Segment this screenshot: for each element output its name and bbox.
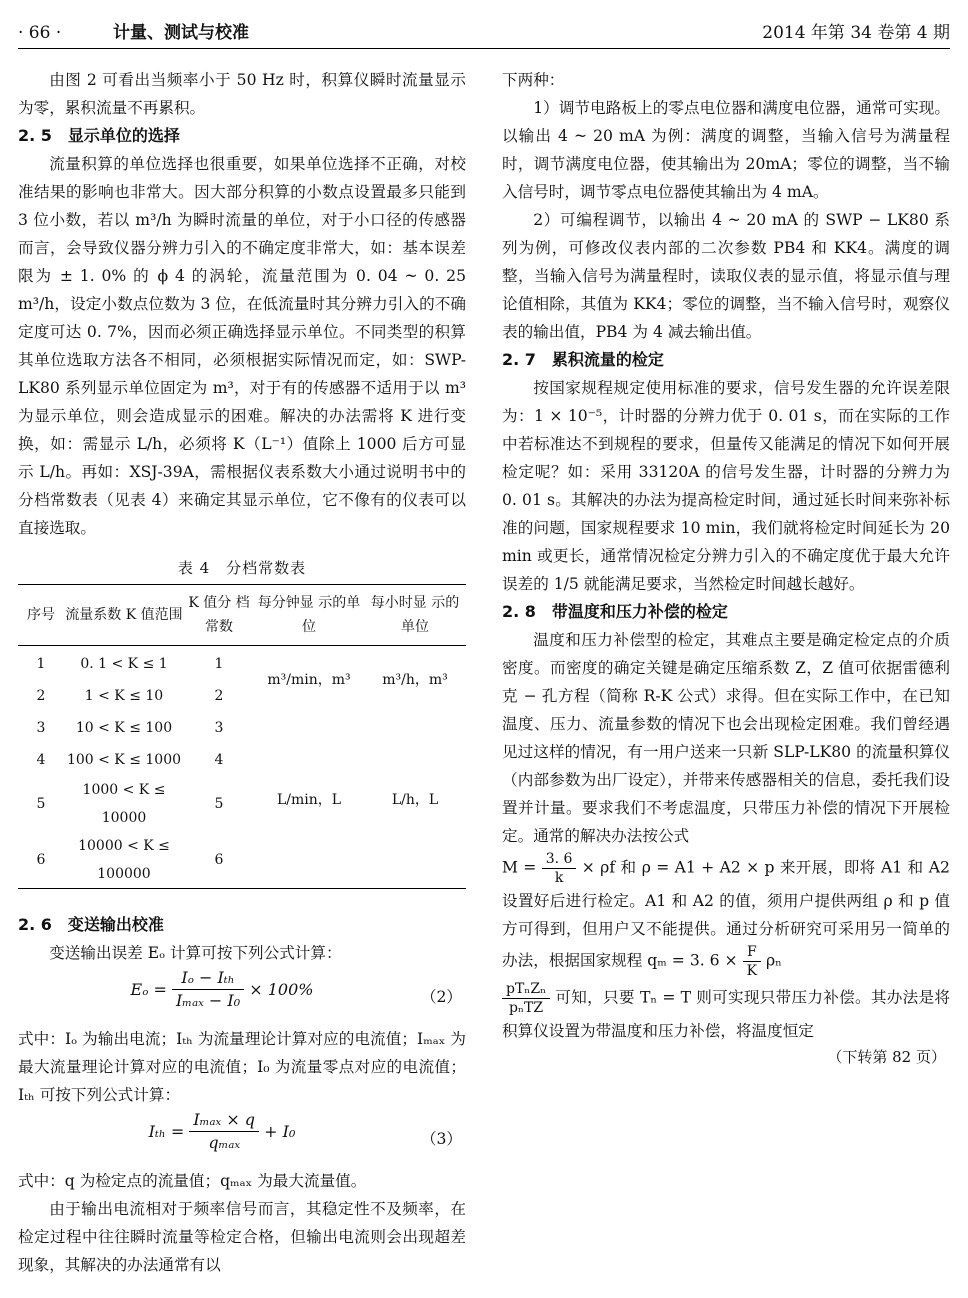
equation-3-fraction xyxy=(189,1109,259,1154)
table-4 xyxy=(18,584,466,889)
section-2-6-heading: 2. 6 变送输出校准 xyxy=(18,915,164,934)
list-item-2: 2）可编程调节，以输出 4 ~ 20 mA 的 SWP − LK80 系列为例，可修改仪表内部的二次参数 PB4 和 KK4。满度的调整，当输入信号为满量程时，读取仪表的显示值，将显示值与理论值相除，其值为 KK4；零位的调整，当不输入信号时，观察仪表的输出值，PB4 为 4 减去输出值。 xyxy=(502,211,950,341)
running-header xyxy=(18,18,950,49)
formula-ratio-numerator: pTₙZₙ xyxy=(502,980,550,999)
paragraph-continued: 下两种： xyxy=(502,71,565,89)
table-cell: 1 < K ≤ 10 xyxy=(84,688,164,704)
left-column xyxy=(18,66,466,1279)
equation-3 xyxy=(18,1109,466,1167)
table-header-cell: 每小时显 示的单位 xyxy=(370,595,460,635)
equation-2-body xyxy=(18,967,426,1012)
section-2-8-formula-paragraph-2 xyxy=(502,980,950,1045)
table-header-cell: 流量系数 K 值范围 xyxy=(65,607,183,623)
paragraph-intro: 由图 2 可看出当频率小于 50 Hz 时，积算仪瞬时流量显示为零，累积流量不再累积。 xyxy=(18,71,466,117)
table-cell: 1000 < K ≤ 10000 xyxy=(82,782,166,826)
table-cell: 3 xyxy=(214,720,224,736)
formula-qm-denominator: K xyxy=(746,963,758,979)
equation-2-denominator: Iₘₐₓ − I₀ xyxy=(175,991,241,1010)
spacer xyxy=(18,889,466,911)
formula-ratio-tail: 可知，只要 Tₙ = T 则可实现只带压力补偿。其办法是将积算仪设置为带温度和压力补偿，将温度恒定 xyxy=(502,988,950,1040)
table-cell: 10000 < K ≤ 100000 xyxy=(78,838,170,882)
equation-2-numerator: Iₒ − Iₜₕ xyxy=(172,967,244,990)
equation-3-number: （3） xyxy=(420,1130,462,1148)
table-header-row xyxy=(18,585,466,646)
equation-3-lhs: Iₜₕ = xyxy=(148,1121,185,1141)
formula-m-lhs: M = xyxy=(502,858,537,877)
table-header-cell: 序号 xyxy=(27,607,55,623)
section-2-8-heading: 2. 8 带温度和压力补偿的检定 xyxy=(502,602,728,621)
section-2-6-where-2: 式中：q 为检定点的流量值；qₘₐₓ 为最大流量值。 xyxy=(18,1172,367,1190)
formula-ratio-fraction xyxy=(502,980,550,1017)
equation-2-lhs: Eₒ = xyxy=(130,979,167,999)
formula-qm-fraction xyxy=(743,943,761,980)
section-2-6-body: 由于输出电流相对于频率信号而言，其稳定性不及频率，在检定过程中往往瞬时流量等检定合格，但输出电流则会出现超差现象，其解决的办法通常有以 xyxy=(18,1200,466,1274)
table-cell-unit-hour: L/h，L xyxy=(391,792,439,808)
formula-m-denominator: k xyxy=(554,870,564,886)
formula-qm-tail: ρₙ xyxy=(766,951,782,970)
right-column xyxy=(502,66,950,1069)
section-2-7-heading: 2. 7 累积流量的检定 xyxy=(502,350,664,369)
page-number: · 66 · xyxy=(18,23,62,43)
table-cell-unit-min: L/min，L xyxy=(276,792,342,808)
table-cell: 1 xyxy=(214,656,224,672)
section-2-8-formula-paragraph xyxy=(502,850,950,980)
issue-info: 2014 年第 34 卷第 4 期 xyxy=(762,23,950,43)
equation-2 xyxy=(18,967,466,1025)
table-cell: 4 xyxy=(36,752,46,768)
formula-ratio-denominator: pₙTZ xyxy=(509,1000,544,1016)
equation-3-denominator: qₘₐₓ xyxy=(208,1133,241,1152)
table-cell: 0. 1 < K ≤ 1 xyxy=(80,656,168,672)
table-row xyxy=(18,712,466,744)
table-cell: 6 xyxy=(214,852,224,868)
table-cell: 2 xyxy=(36,688,46,704)
table-cell: 6 xyxy=(36,852,46,868)
section-2-5-heading: 2. 5 显示单位的选择 xyxy=(18,126,180,145)
table-header-cell: 每分钟显 示的单位 xyxy=(257,595,361,635)
table-cell: 5 xyxy=(214,796,224,812)
table-cell: 5 xyxy=(36,796,46,812)
equation-2-fraction xyxy=(172,967,244,1012)
section-2-6-where-1: 式中：Iₒ 为输出电流；Iₜₕ 为流量理论计算对应的电流值；Iₘₐₓ 为最大流量理论计算对应的电流值；I₀ 为流量零点对应的电流值；Iₜₕ 可按下列公式计算： xyxy=(18,1030,466,1104)
equation-3-numerator: Iₘₐₓ × q xyxy=(189,1109,259,1132)
section-2-7-body: 按国家规程规定使用标准的要求，信号发生器的允许误差限为：1 × 10⁻⁵，计时器的分辨力优于 0. 01 s，而在实际的工作中若标准达不到规程的要求，但量传又能满足的情况下如何开展检定呢？如：采用 33120A 的信号发生器，计时器的分辨力为 0. 01 s。其解决的办法为提高检定时间，通过延长时间来弥补标准的问题，国家规程要求 10 min，我们就将检定时间延长为 20 min 或更长，通常情况检定分辨力引入的不确定度优于最大允许误差的 1/5 就能满足要求，当然检定时间越长越好。 xyxy=(502,379,950,593)
table-cell: 10 < K ≤ 100 xyxy=(75,720,173,736)
equation-2-number: （2） xyxy=(420,988,462,1006)
equation-3-tail: + I₀ xyxy=(264,1121,296,1141)
section-2-8-body: 温度和压力补偿型的检定，其难点主要是确定检定点的介质密度。而密度的确定关键是确定压缩系数 Z，Z 值可依据雷德利克 − 孔方程（简称 R-K 公式）求得。但在实际工作中，在已知温度、压力、流量参数的情况下也会出现检定困难。我们曾经遇见过这样的情况，有一用户送来一只新 SLP-LK80 的流量积算仪（内部参数为出厂设定），并带来传感器相关的信息，委托我们设置并计量。要求我们不考虑温度，只带压力补偿的情况下开展检定。通常的解决办法按公式 xyxy=(502,631,950,845)
continued-note: （下转第 82 页） xyxy=(827,1048,946,1066)
equation-3-body xyxy=(18,1109,426,1154)
list-item-1: 1）调节电路板上的零点电位器和满度电位器，通常可实现。以输出 4 ~ 20 mA 为例：满度的调整，当输入信号为满量程时，调节满度电位器，使其输出为 20mA；零位的调整，当不输入信号时，调节零点电位器使其输出为 4 mA。 xyxy=(502,99,950,201)
formula-m-tail: × ρf 和 ρ = A1 + A2 × p 来开展，即将 A1 和 A2 设置好后进行检定。A1 和 A2 的值，须用户提供两组 ρ 和 p 值方可得到，但用户又不能提供。通过分析研究可采用另一简单的办法，根据国家规程 qₘ = 3. 6 × xyxy=(502,858,950,970)
table-4-caption: 表 4 分档常数表 xyxy=(177,559,307,577)
formula-qm-numerator: F xyxy=(743,943,761,962)
table-cell-unit-hour: m³/h，m³ xyxy=(382,672,448,688)
formula-m-numerator: 3. 6 xyxy=(542,850,577,869)
table-cell: 3 xyxy=(36,720,46,736)
table-cell: 1 xyxy=(36,656,46,672)
formula-m-fraction xyxy=(542,850,577,887)
section-2-5-body: 流量积算的单位选择也很重要，如果单位选择不正确，对校准结果的影响也非常大。因大部分积算的小数点设置最多只能到 3 位小数，若以 m³/h 为瞬时流量的单位，对于小口径的传感器而言，会导致仪器分辨力引入的不确定度非常大，如：基本误差限为 ± 1. 0% 的 ϕ 4 的涡轮，流量范围为 0. 04 ~ 0. 25 m³/h，设定小数点位数为 3 位，在低流量时其分辨力引入的不确定度可达 0. 7%，因而必须正确选择显示单位。不同类型的积算其单位选取方法各不相同，必须根据实际情况而定，如：SWP-LK80 系列显示单位固定为 m³，对于有的传感器不适用于以 m³ 为显示单位，则会造成显示的困难。解决的办法需将 K 进行变换，如：需显示 L/h，必须将 K（L⁻¹）值除上 1000 后方可显示 L/h。再如：XSJ-39A，需根据仪表系数大小通过说明书中的分档常数表（见表 4）来确定其显示单位，它不像有的仪表可以直接选取。 xyxy=(18,155,466,537)
table-cell-unit-min: m³/min，m³ xyxy=(267,672,351,688)
table-row xyxy=(18,646,466,681)
equation-2-tail: × 100% xyxy=(249,979,314,999)
table-header-cell: K 值分 档常数 xyxy=(188,595,250,635)
table-cell: 4 xyxy=(214,752,224,768)
journal-title: 计量、测试与校准 xyxy=(113,23,249,43)
table-cell: 2 xyxy=(214,688,224,704)
table-cell: 100 < K ≤ 1000 xyxy=(66,752,182,768)
section-2-6-intro: 变送输出误差 Eₒ 计算可按下列公式计算： xyxy=(49,944,342,962)
